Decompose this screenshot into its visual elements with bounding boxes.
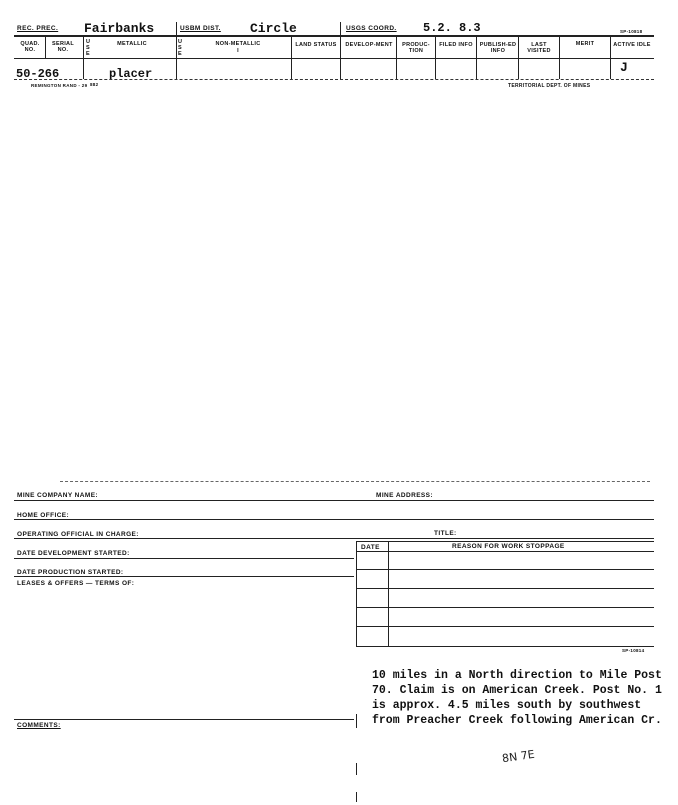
col-non-metallic-sub: I: [237, 48, 239, 54]
entry-metallic: placer: [109, 67, 153, 81]
title-label: TITLE:: [434, 530, 457, 537]
date-development-started-label: DATE DEVELOPMENT STARTED:: [17, 550, 130, 557]
col-merit: MERIT: [575, 41, 595, 47]
divider: [45, 36, 46, 59]
divider: [476, 36, 477, 79]
divider: [356, 792, 357, 802]
divider: [356, 541, 357, 647]
col-serial-no: SERIAL NO.: [52, 41, 74, 53]
divider: [388, 541, 389, 647]
rule: [356, 626, 654, 627]
col-filed-info: FILED INFO: [439, 42, 473, 48]
rule: [356, 646, 654, 647]
remington-code: 882: [90, 82, 99, 87]
col-non-metallic: NON-METALLIC: [215, 41, 261, 47]
usbm-dist-value: Circle: [250, 21, 297, 36]
operating-official-label: OPERATING OFFICIAL IN CHARGE:: [17, 531, 139, 538]
remarks-line: 70. Claim is on American Creek. Post No. 1: [372, 684, 662, 697]
mine-company-name-label: MINE COMPANY NAME:: [17, 492, 98, 499]
col-use-1: U S E: [86, 39, 91, 57]
rule: [356, 588, 654, 589]
col-quad-no: QUAD. NO.: [20, 41, 40, 53]
divider: [518, 36, 519, 79]
handwritten-note: 8N 7E: [501, 747, 536, 766]
date-column-header: DATE: [361, 544, 380, 551]
remarks-block: [372, 668, 672, 728]
rule: [14, 538, 654, 539]
divider: [340, 36, 341, 79]
column-header-rule: [14, 58, 654, 59]
divider: [396, 36, 397, 79]
reason-column-header: REASON FOR WORK STOPPAGE: [452, 543, 565, 550]
rule: [356, 607, 654, 608]
col-production: PRODUC-TION: [402, 42, 430, 54]
form-number: SP-10818: [620, 29, 643, 34]
divider: [435, 36, 436, 79]
rule: [14, 719, 354, 720]
divider: [291, 36, 292, 79]
home-office-label: HOME OFFICE:: [17, 512, 70, 519]
remarks-line: is approx. 4.5 miles south by southwest: [372, 699, 642, 712]
rule: [14, 500, 654, 501]
rule: [14, 558, 354, 559]
usgs-coord-label: USGS COORD.: [346, 25, 397, 32]
usbm-dist-label: USBM DIST.: [180, 25, 221, 32]
rec-prec-label: REC. PREC.: [17, 25, 59, 32]
rule: [14, 576, 354, 577]
comments-label: COMMENTS:: [17, 722, 61, 729]
remarks-line: from Preacher Creek following American Cr.: [372, 714, 662, 727]
divider: [559, 36, 560, 79]
col-published-info: PUBLISH-ED INFO: [479, 42, 517, 54]
remington-note: REMINGTON RAND - 29: [31, 83, 88, 88]
rec-prec-value: Fairbanks: [84, 21, 155, 36]
territorial-dept: TERRITORIAL DEPT. OF MINES: [508, 83, 591, 89]
col-active-idle: ACTIVE IDLE: [613, 42, 651, 48]
mine-address-label: MINE ADDRESS:: [376, 492, 433, 499]
rule: [356, 569, 654, 570]
rule: [356, 541, 654, 542]
entry-rule: [14, 79, 654, 80]
rule: [356, 551, 654, 552]
divider: [356, 714, 357, 728]
col-use-2: U S E: [178, 39, 183, 57]
form-number-2: SP-10814: [622, 648, 645, 653]
entry-serial: 50-266: [16, 67, 60, 81]
usgs-coord-value: 5.2. 8.3: [423, 21, 481, 35]
col-metallic: METALLIC: [117, 41, 147, 47]
col-development: DEVELOP-MENT: [345, 42, 393, 48]
leases-offers-label: LEASES & OFFERS — TERMS OF:: [17, 580, 135, 587]
date-production-started-label: DATE PRODUCTION STARTED:: [17, 569, 124, 576]
active-mark: J: [620, 60, 628, 75]
col-last-visited: LAST VISITED: [527, 42, 551, 54]
divider: [83, 36, 84, 79]
divider: [176, 36, 177, 79]
rule: [14, 519, 654, 520]
col-land-status: LAND STATUS: [295, 42, 337, 48]
divider: [610, 36, 611, 79]
divider: [356, 763, 357, 775]
remarks-line: 10 miles in a North direction to Mile Post: [372, 669, 662, 682]
header-rule: [14, 35, 654, 37]
card-top-edge: [60, 481, 650, 482]
